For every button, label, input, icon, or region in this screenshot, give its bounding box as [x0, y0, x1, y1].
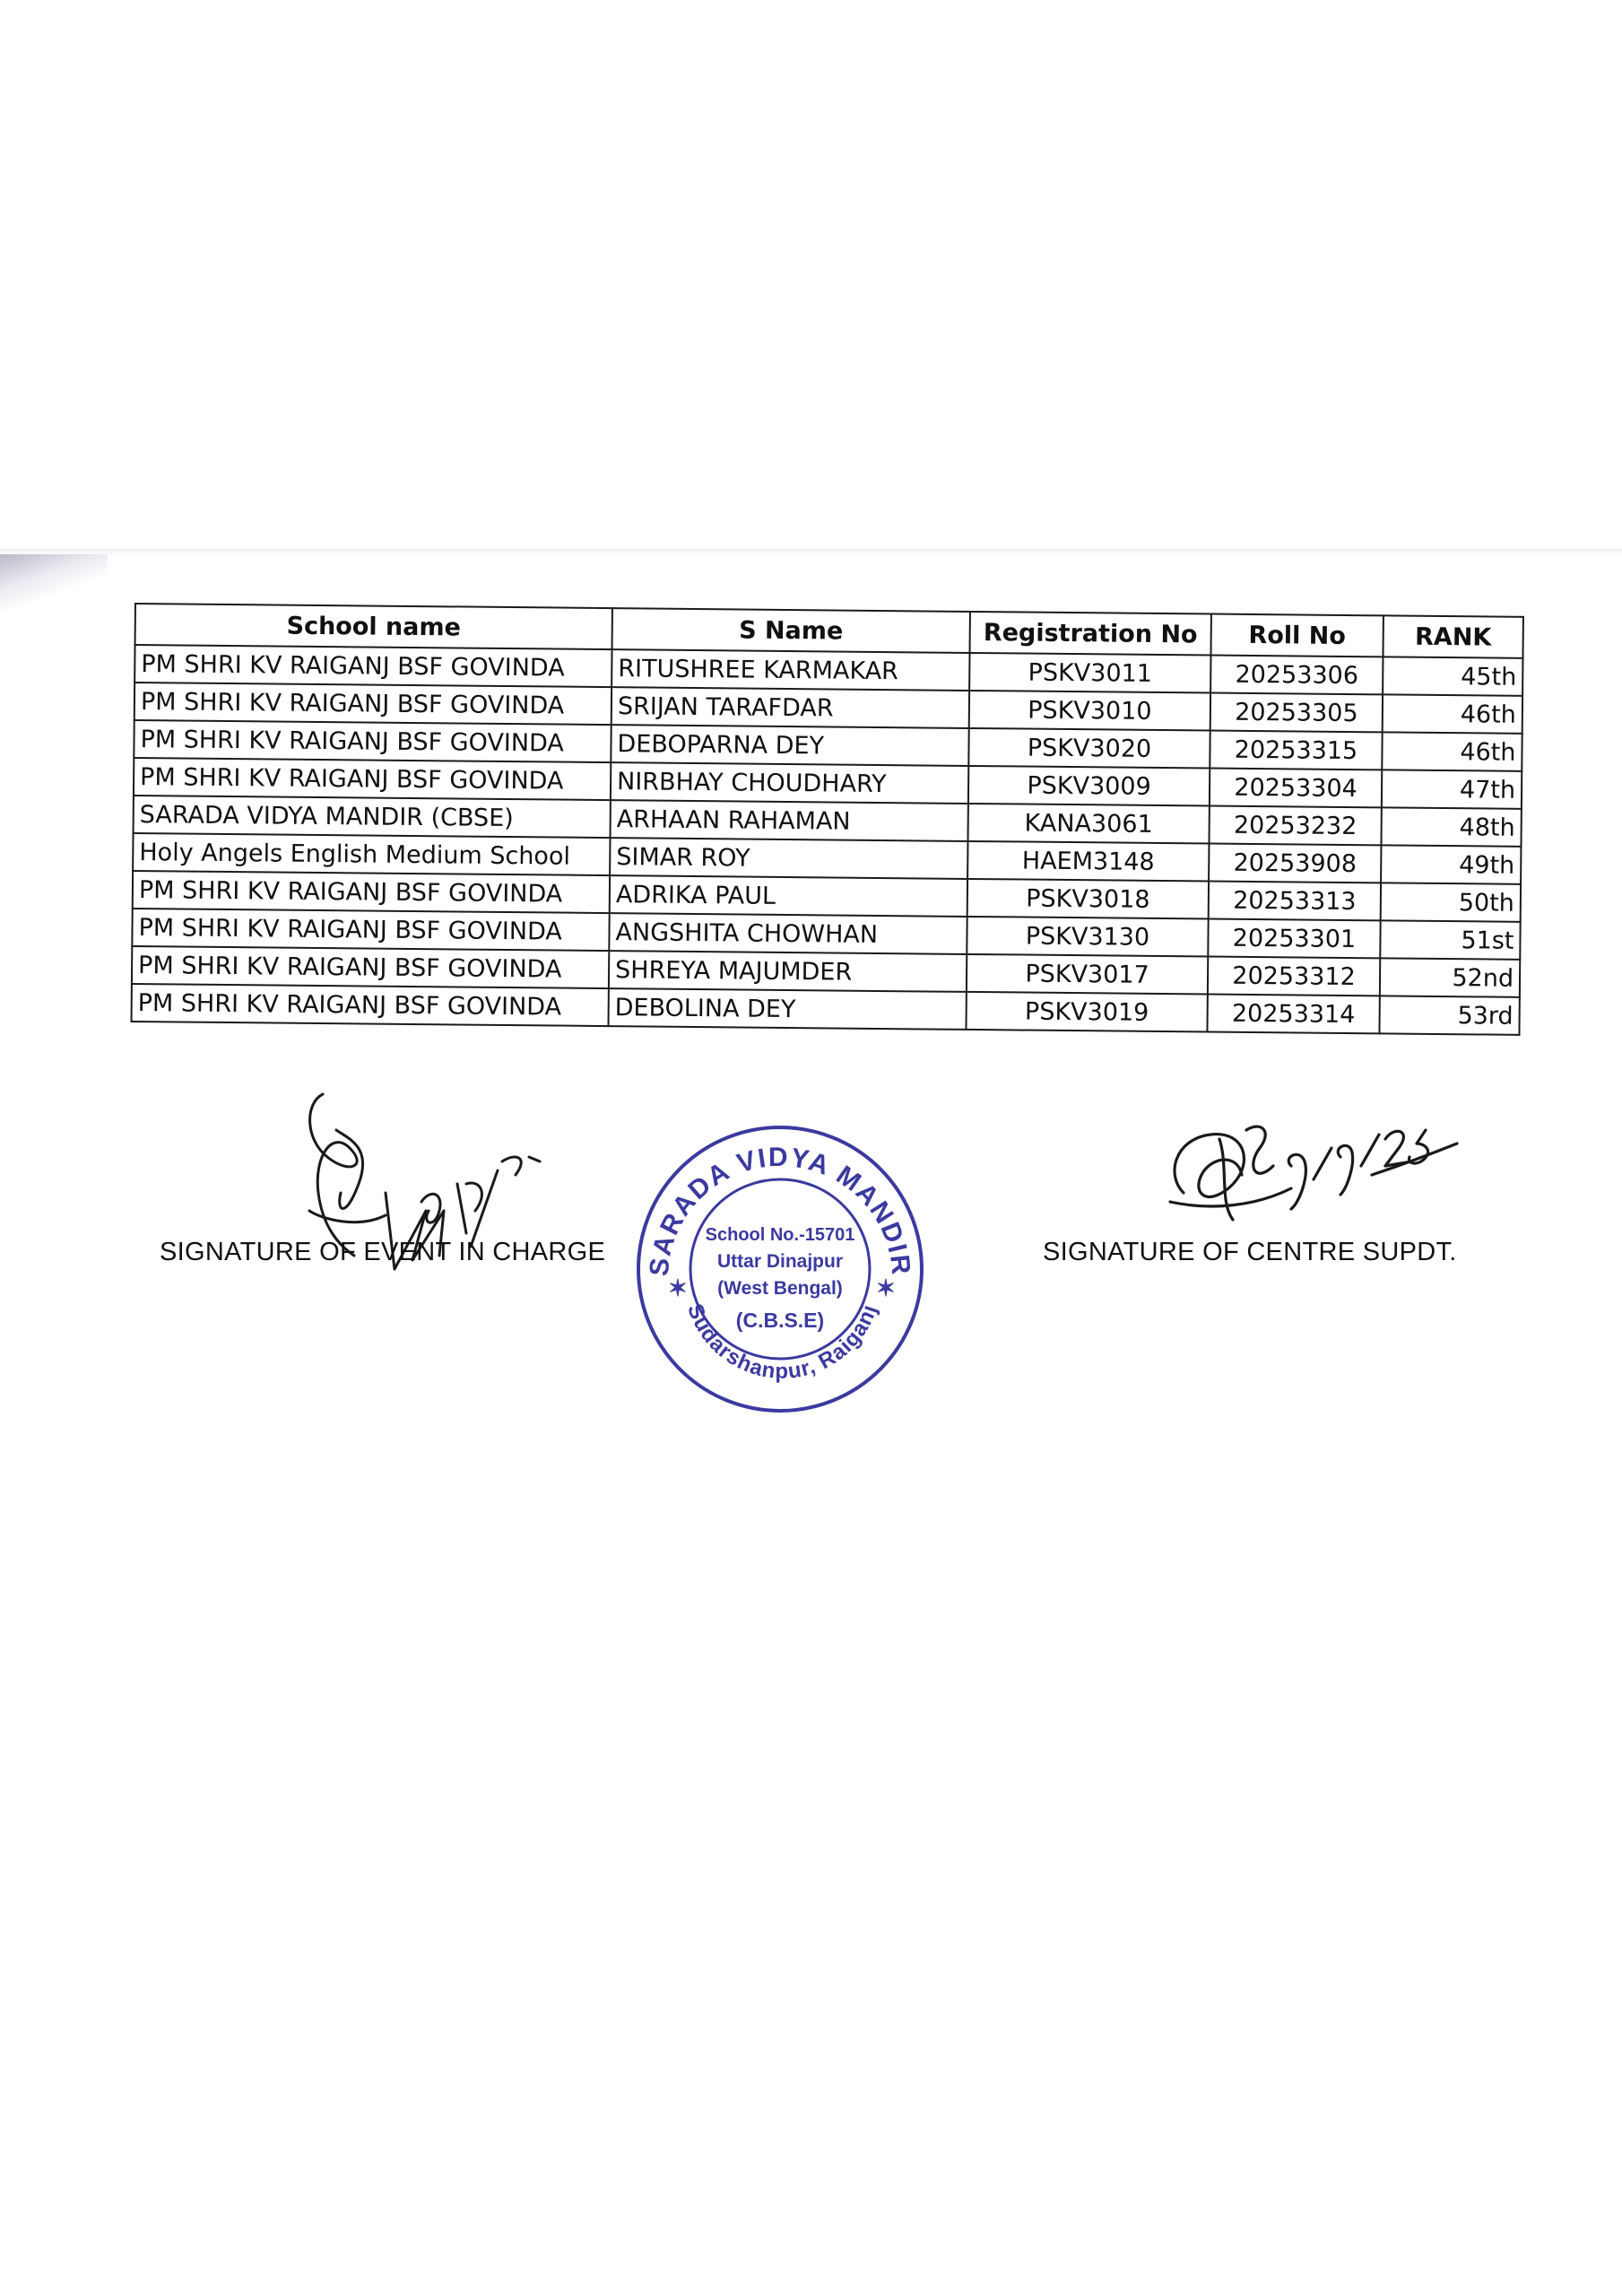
stamp-line2: Uttar Dinajpur	[716, 1251, 844, 1272]
cell-school: Holy Angels English Medium School	[133, 833, 610, 875]
cell-registration: PSKV3009	[968, 766, 1210, 806]
cell-rank: 46th	[1382, 732, 1522, 770]
results-sheet	[131, 603, 1517, 1036]
cell-rank: 47th	[1382, 770, 1522, 808]
cell-roll: 20253232	[1209, 806, 1381, 846]
cell-roll: 20253306	[1210, 656, 1383, 695]
header-school-name: School name	[135, 604, 612, 649]
cell-registration: HAEM3148	[967, 841, 1209, 882]
cell-school: PM SHRI KV RAIGANJ BSF GOVINDA	[134, 758, 611, 800]
star-icon: ✶	[668, 1274, 688, 1301]
cell-roll: 20253315	[1210, 731, 1382, 770]
stamp-ring-bottom: Sudarshanpur, Raiganj	[682, 1300, 882, 1384]
cell-school: PM SHRI KV RAIGANJ BSF GOVINDA	[132, 946, 609, 988]
scan-page-edge	[0, 549, 1622, 556]
cell-registration: KANA3061	[967, 804, 1209, 844]
cell-roll: 20253304	[1210, 769, 1382, 808]
stamp-line3: (West Bengal)	[717, 1278, 843, 1299]
cell-roll: 20253313	[1209, 882, 1381, 921]
cell-registration: PSKV3019	[966, 992, 1207, 1032]
cell-registration: PSKV3017	[967, 954, 1208, 995]
stamp-line4: (C.B.S.E)	[735, 1309, 825, 1332]
cell-registration: PSKV3018	[967, 879, 1209, 919]
header-rank: RANK	[1383, 615, 1522, 657]
cell-school: PM SHRI KV RAIGANJ BSF GOVINDA	[134, 720, 611, 762]
header-registration-no: Registration No	[970, 612, 1211, 656]
cell-roll: 20253312	[1208, 957, 1380, 996]
cell-registration: PSKV3130	[967, 917, 1208, 957]
cell-school: PM SHRI KV RAIGANJ BSF GOVINDA	[134, 683, 612, 725]
cell-student-name: SHREYA MAJUMDER	[609, 951, 967, 992]
cell-registration: PSKV3020	[968, 728, 1210, 769]
cell-student-name: RITUSHREE KARMAKAR	[612, 649, 969, 691]
cell-rank: 49th	[1381, 845, 1521, 883]
header-roll-no: Roll No	[1210, 614, 1383, 657]
cell-rank: 48th	[1381, 807, 1521, 846]
stamp-ring-top: SARADA VIDYA MANDIR	[644, 1142, 916, 1278]
school-stamp	[632, 1121, 928, 1417]
cell-student-name: SRIJAN TARAFDAR	[612, 687, 969, 728]
cell-registration: PSKV3010	[969, 691, 1210, 731]
cell-school: PM SHRI KV RAIGANJ BSF GOVINDA	[132, 909, 609, 951]
cell-school: SARADA VIDYA MANDIR (CBSE)	[134, 796, 611, 838]
header-student-name: S Name	[612, 608, 970, 653]
scan-corner-shadow	[0, 554, 108, 617]
cell-roll: 20253305	[1210, 693, 1383, 733]
cell-rank: 53rd	[1379, 996, 1519, 1034]
stamp-line1: School No.-15701	[705, 1225, 855, 1245]
cell-rank: 46th	[1383, 694, 1522, 733]
results-table	[131, 603, 1524, 1036]
cell-registration: PSKV3011	[969, 653, 1210, 693]
cell-rank: 45th	[1383, 657, 1522, 695]
centre-supdt-signature	[1157, 1103, 1462, 1256]
cell-student-name: DEBOPARNA DEY	[611, 725, 968, 766]
cell-school: PM SHRI KV RAIGANJ BSF GOVINDA	[132, 984, 609, 1026]
cell-school: PM SHRI KV RAIGANJ BSF GOVINDA	[134, 645, 612, 687]
cell-student-name: DEBOLINA DEY	[608, 988, 966, 1030]
cell-roll: 20253301	[1208, 919, 1380, 959]
star-icon: ✶	[876, 1274, 896, 1301]
cell-rank: 51st	[1380, 920, 1520, 959]
cell-student-name: ADRIKA PAUL	[610, 875, 967, 917]
cell-student-name: ANGSHITA CHOWHAN	[609, 913, 967, 954]
cell-student-name: SIMAR ROY	[610, 838, 967, 879]
cell-student-name: ARHAAN RAHAMAN	[611, 800, 968, 841]
cell-school: PM SHRI KV RAIGANJ BSF GOVINDA	[133, 871, 610, 913]
centre-supdt-label: SIGNATURE OF CENTRE SUPDT.	[1043, 1238, 1457, 1266]
cell-rank: 52nd	[1380, 958, 1520, 996]
cell-roll: 20253314	[1207, 995, 1379, 1034]
cell-rank: 50th	[1381, 883, 1521, 921]
cell-student-name: NIRBHAY CHOUDHARY	[611, 762, 968, 804]
cell-roll: 20253908	[1209, 844, 1381, 883]
event-in-charge-label: SIGNATURE OF EVENT IN CHARGE	[160, 1238, 606, 1266]
